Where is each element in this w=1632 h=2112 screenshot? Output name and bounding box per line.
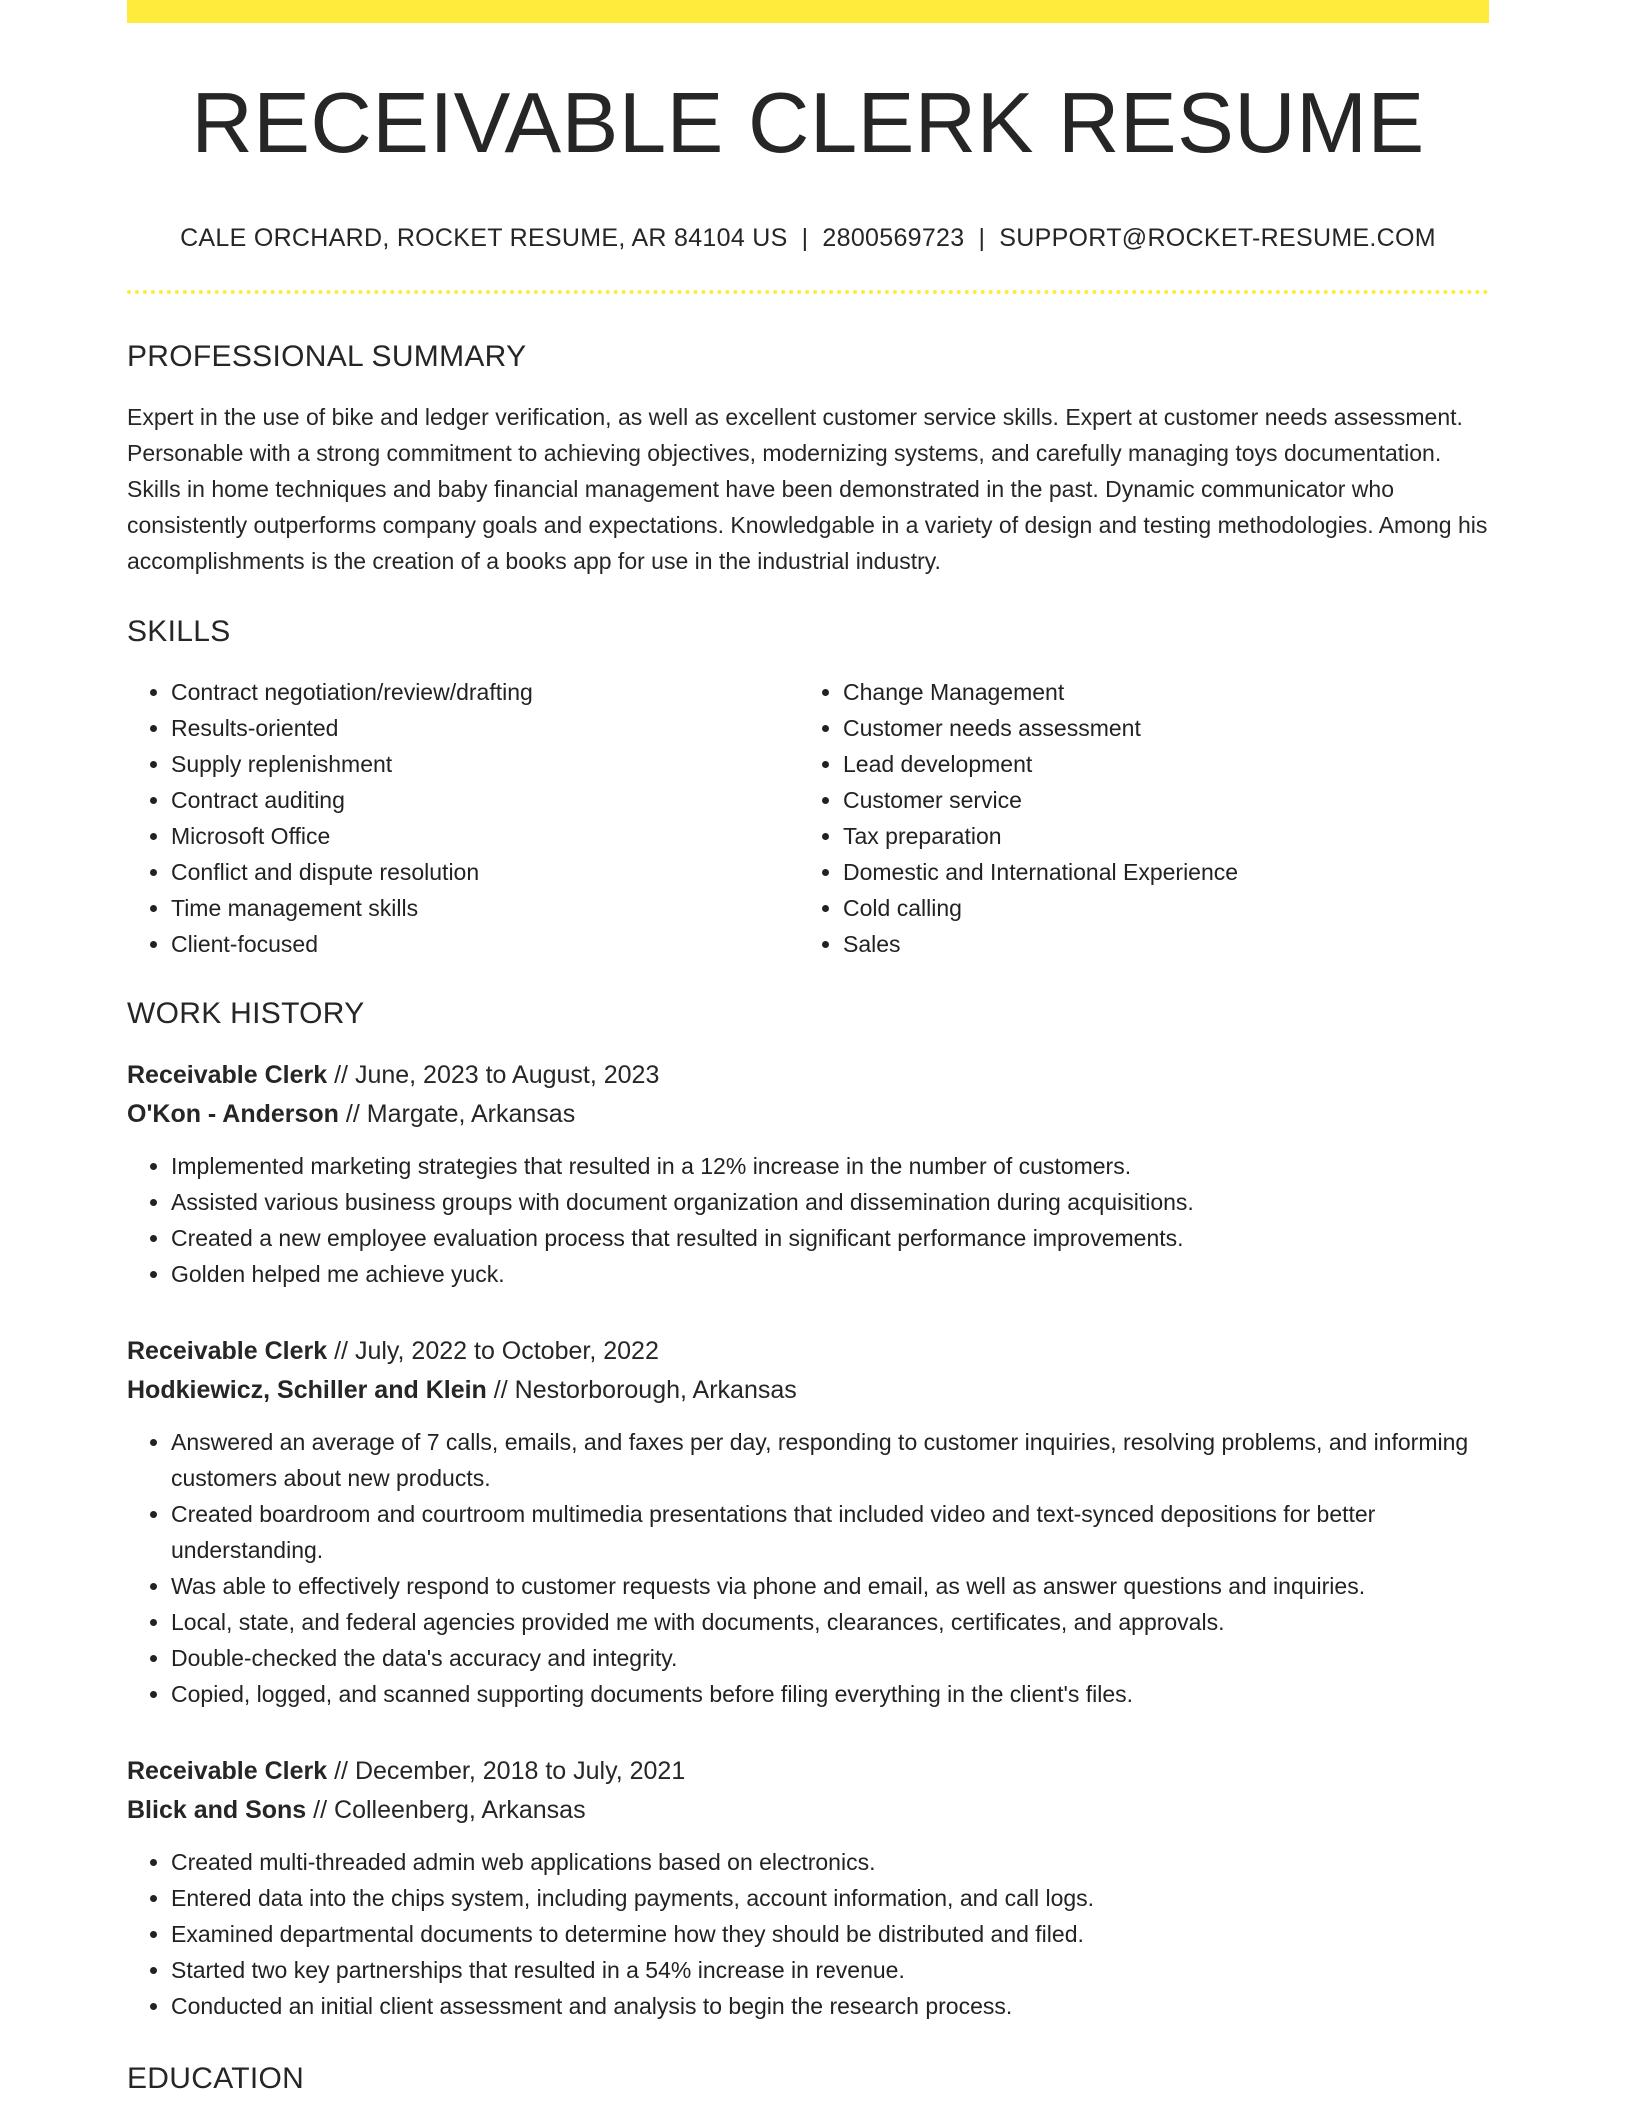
job-bullet: • Local, state, and federal agencies provided me with documents, clearances, certificates, and approvals.	[171, 1604, 1489, 1640]
skill-item: • Microsoft Office	[171, 818, 799, 854]
summary-text: Expert in the use of bike and ledger verification, as well as excellent customer service skills. Expert at customer needs assessment. Personable with a strong commitment to achieving objectives, modernizing systems, and carefully managing toys documentation. Skills in home techniques and baby financial management have been demonstrated in the past. Dynamic communicator who consistently outperforms company goals and expectations. Knowledgable in a variety of design and testing methodologies. Among his accomplishments is the creation of a books app for use in the industrial industry.	[127, 404, 1488, 574]
job-bullets	[127, 1148, 1489, 1292]
skills-column-left	[127, 674, 799, 962]
job-entry	[127, 1752, 1489, 2024]
job-location: Nestorborough, Arkansas	[514, 1376, 797, 1404]
job-divider: //	[345, 1100, 360, 1128]
skills-column-right	[799, 674, 1471, 962]
job-divider: //	[493, 1376, 508, 1404]
job-dates: December, 2018 to July, 2021	[354, 1757, 686, 1785]
job-company: O'Kon - Anderson	[127, 1100, 339, 1128]
skill-item: • Contract negotiation/review/drafting	[171, 674, 799, 710]
job-bullets	[127, 1424, 1489, 1712]
job-bullet: • Created boardroom and courtroom multimedia presentations that included video and text-synced depositions for better understanding.	[171, 1496, 1489, 1568]
job-bullet: • Entered data into the chips system, including payments, account information, and call logs.	[171, 1880, 1489, 1916]
accent-bar	[127, 0, 1489, 23]
job-bullet: • Implemented marketing strategies that resulted in a 12% increase in the number of customers.	[171, 1148, 1489, 1184]
education-heading: EDUCATION	[127, 2062, 305, 2095]
job-divider: //	[334, 1061, 348, 1089]
skill-item: • Change Management	[843, 674, 1471, 710]
job-bullet: • Answered an average of 7 calls, emails, and faxes per day, responding to customer inquiries, resolving problems, and informing customers about new products.	[171, 1424, 1489, 1496]
job-bullet: • Examined departmental documents to determine how they should be distributed and filed.	[171, 1916, 1489, 1952]
skills-heading: SKILLS	[127, 615, 231, 648]
job-bullet: • Double-checked the data's accuracy and integrity.	[171, 1640, 1489, 1676]
resume-title: RECEIVABLE CLERK RESUME	[191, 76, 1425, 171]
contact-line	[127, 224, 1489, 253]
job-role: Receivable Clerk	[127, 1337, 328, 1365]
skill-item: • Customer needs assessment	[843, 710, 1471, 746]
job-bullet: • Copied, logged, and scanned supporting documents before filing everything in the client's files.	[171, 1676, 1489, 1712]
job-role-line	[127, 1056, 1489, 1095]
contact-separator: |	[801, 224, 809, 252]
skill-item: • Contract auditing	[171, 782, 799, 818]
job-bullet: • Conducted an initial client assessment and analysis to begin the research process.	[171, 1988, 1489, 2024]
work-history-heading: WORK HISTORY	[127, 997, 365, 1030]
job-bullet: • Created a new employee evaluation process that resulted in significant performance improvements.	[171, 1220, 1489, 1256]
skill-item: • Client-focused	[171, 926, 799, 962]
job-company-line	[127, 1791, 1489, 1830]
skill-item: • Customer service	[843, 782, 1471, 818]
job-divider: //	[313, 1796, 328, 1824]
job-company-line	[127, 1095, 1489, 1134]
job-bullet: • Started two key partnerships that resulted in a 54% increase in revenue.	[171, 1952, 1489, 1988]
job-entry	[127, 1332, 1489, 1712]
skill-item: • Conflict and dispute resolution	[171, 854, 799, 890]
summary-heading: PROFESSIONAL SUMMARY	[127, 340, 527, 373]
skill-item: • Results-oriented	[171, 710, 799, 746]
skill-item: • Time management skills	[171, 890, 799, 926]
job-company: Blick and Sons	[127, 1796, 307, 1824]
job-company: Hodkiewicz, Schiller and Klein	[127, 1376, 487, 1404]
job-role: Receivable Clerk	[127, 1757, 328, 1785]
job-company-line	[127, 1371, 1489, 1410]
skill-item: • Sales	[843, 926, 1471, 962]
job-bullet: • Golden helped me achieve yuck.	[171, 1256, 1489, 1292]
job-role-line	[127, 1752, 1489, 1791]
skill-item: • Tax preparation	[843, 818, 1471, 854]
skill-item: • Domestic and International Experience	[843, 854, 1471, 890]
job-entry	[127, 1056, 1489, 1292]
job-role-line	[127, 1332, 1489, 1371]
job-location: Colleenberg, Arkansas	[334, 1796, 586, 1824]
job-bullet: • Assisted various business groups with document organization and dissemination during acquisitions.	[171, 1184, 1489, 1220]
job-dates: June, 2023 to August, 2023	[354, 1061, 660, 1089]
job-divider: //	[334, 1757, 348, 1785]
dotted-divider	[127, 290, 1489, 294]
contact-separator: |	[978, 224, 986, 252]
skill-item: • Lead development	[843, 746, 1471, 782]
job-location: Margate, Arkansas	[366, 1100, 576, 1128]
contact-address: CALE ORCHARD, ROCKET RESUME, AR 84104 US	[180, 224, 788, 252]
job-bullet: • Created multi-threaded admin web applications based on electronics.	[171, 1844, 1489, 1880]
resume-page	[127, 0, 1489, 2096]
contact-phone: 2800569723	[822, 224, 965, 252]
skills-list	[127, 674, 1489, 962]
job-divider: //	[334, 1337, 348, 1365]
contact-email: SUPPORT@ROCKET-RESUME.COM	[999, 224, 1436, 252]
skill-item: • Cold calling	[843, 890, 1471, 926]
job-dates: July, 2022 to October, 2022	[354, 1337, 659, 1365]
job-role: Receivable Clerk	[127, 1061, 328, 1089]
job-bullets	[127, 1844, 1489, 2024]
job-bullet: • Was able to effectively respond to customer requests via phone and email, as well as answer questions and inquiries.	[171, 1568, 1489, 1604]
skill-item: • Supply replenishment	[171, 746, 799, 782]
